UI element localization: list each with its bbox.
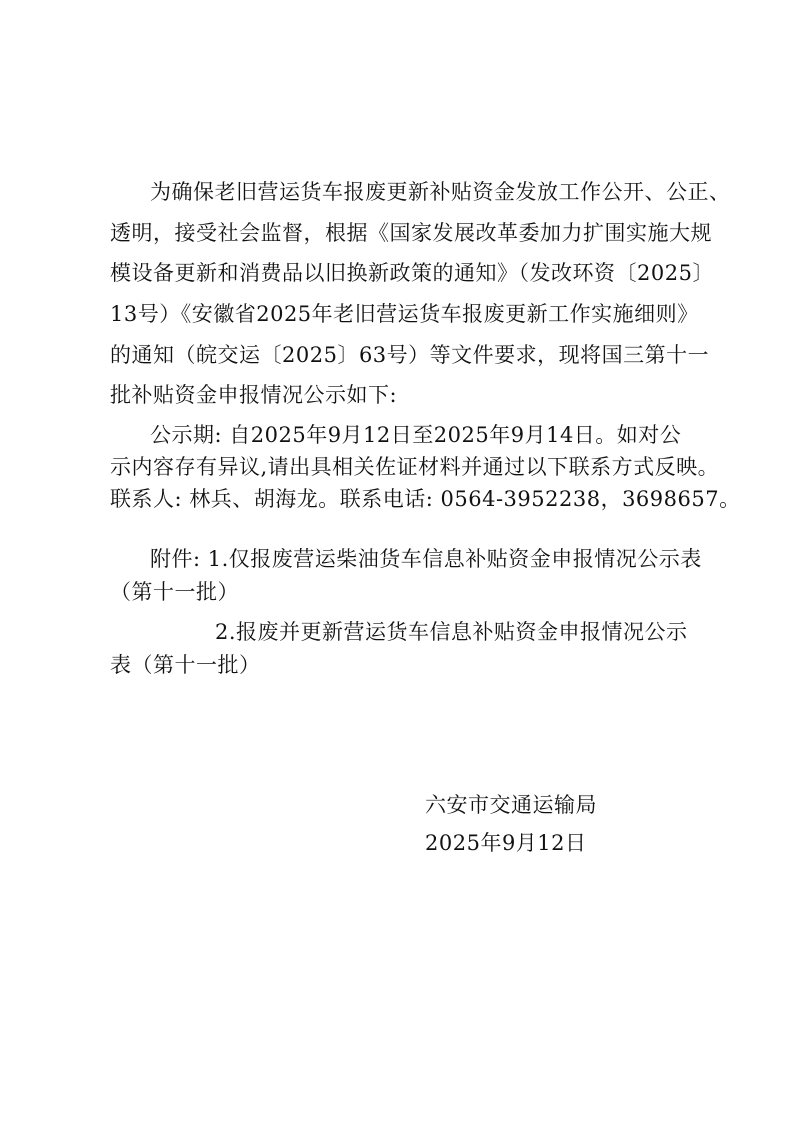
paragraph-1-line-3: 模设备更新和消费品以旧换新政策的通知》（发改环资〔2025〕 (110, 261, 714, 285)
issue-date: 2025年9月12日 (425, 831, 587, 855)
paragraph-1-line-1: 为确保老旧营运货车报废更新补贴资金发放工作公开、公正、 (150, 180, 731, 204)
paragraph-1-line-2: 透明，接受社会监督，根据《国家发展改革委加力扩围实施大规 (110, 221, 712, 245)
issuer-name: 六安市交通运输局 (425, 793, 597, 817)
paragraph-1-line-6: 批补贴资金申报情况公示如下: (110, 383, 398, 407)
paragraph-1-line-5: 的通知（皖交运〔2025〕63号）等文件要求，现将国三第十一 (110, 343, 710, 367)
attachment-2-line-1: 2.报废并更新营运货车信息补贴资金申报情况公示 (215, 620, 688, 644)
attachment-2-line-2: 表（第十一批） (110, 653, 261, 677)
paragraph-2-line-3: 联系人: 林兵、胡海龙。联系电话: 0564-3952238，3698657。 (110, 487, 741, 511)
attachment-1-line-2: （第十一批） (110, 580, 239, 604)
attachment-1-line-1: 附件: 1.仅报废营运柴油货车信息补贴资金申报情况公示表 (150, 547, 702, 571)
paragraph-1-line-4: 13号）《安徽省2025年老旧营运货车报废更新工作实施细则》 (110, 302, 699, 326)
paragraph-2-line-2: 示内容存有异议,请出具相关佐证材料并通过以下联系方式反映。 (110, 455, 720, 479)
paragraph-2-line-1: 公示期: 自2025年9月12日至2025年9月14日。如对公 (150, 423, 682, 447)
